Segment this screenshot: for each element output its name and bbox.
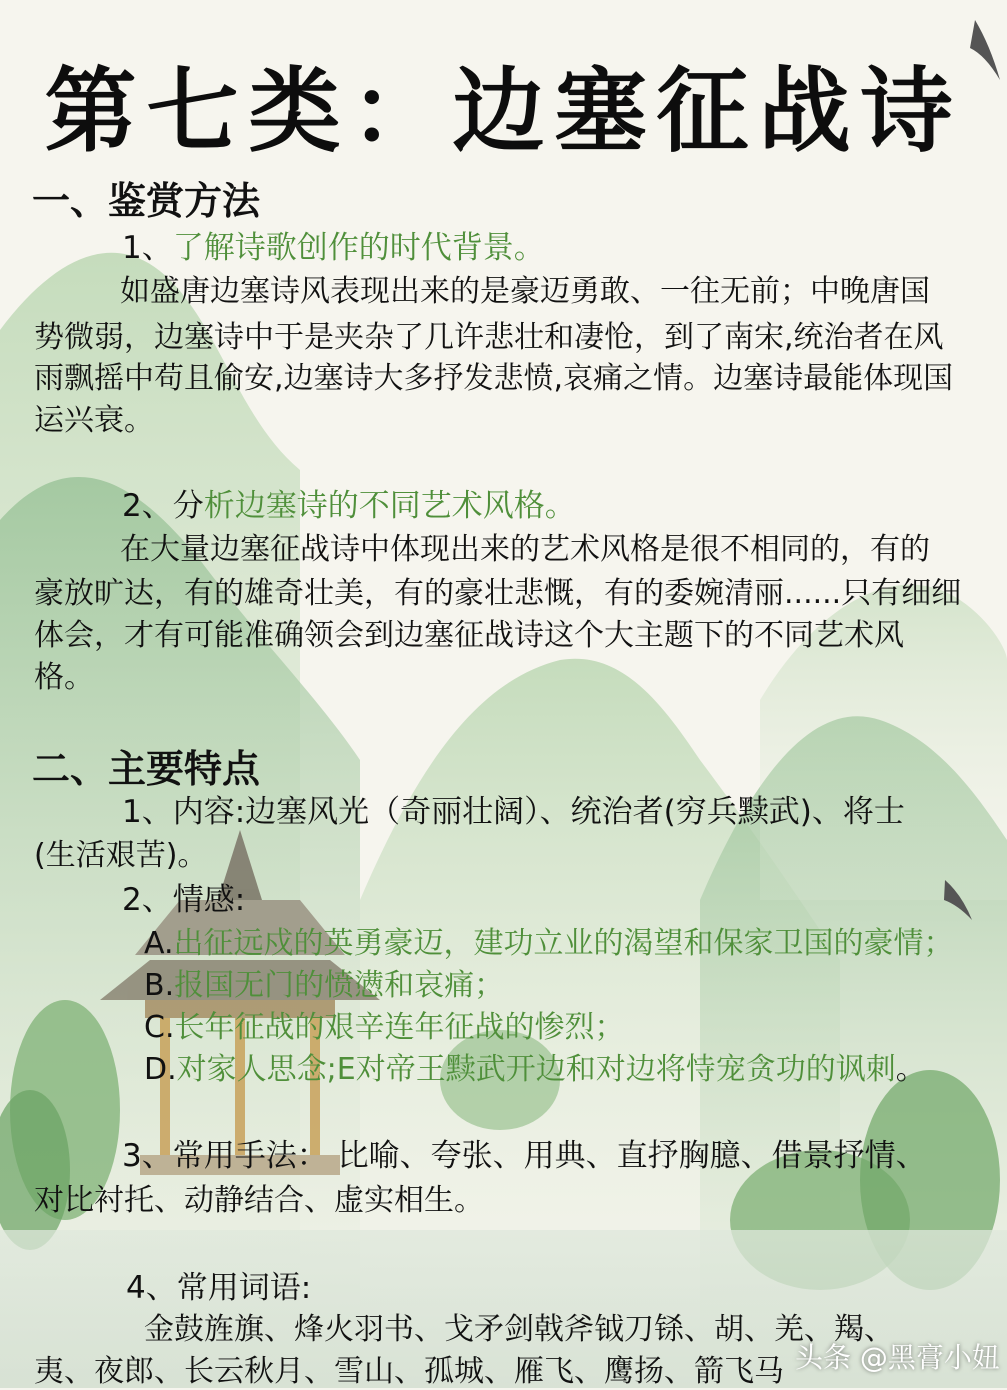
emotion-d-letter: D. — [144, 1052, 177, 1087]
emotion-c-letter: C. — [144, 1010, 175, 1045]
emotion-c-text: 长年征战的艰辛连年征战的惨烈； — [174, 1010, 625, 1045]
emotion-a-letter: A. — [144, 926, 174, 961]
emotion-c — [144, 1002, 624, 1046]
method-1-heading — [122, 222, 545, 267]
words-line-2: 夷、夜郎、长云秋月、雪山、孤城、雁飞、鹰扬、箭飞马 — [34, 1354, 784, 1389]
page-title: 第七类：边塞征战诗 — [44, 57, 963, 165]
emotion-b — [144, 960, 504, 1004]
emotion-b-letter: B. — [144, 968, 175, 1003]
emotion-heading: 2、情感: — [122, 882, 246, 918]
method-1-label: 了解诗歌创作的时代背景。 — [172, 230, 545, 266]
words-heading: 4、常用词语: — [126, 1270, 312, 1306]
method-1-line-4: 运兴衰。 — [34, 403, 154, 438]
words-line-1: 金鼓旌旗、烽火羽书、戈矛剑戟斧钺刀铩、胡、羌、羯、 — [144, 1312, 894, 1347]
emotion-d-text: 对家人思念;E对帝王黩武开边和对边将恃宠贪功的讽刺 — [176, 1052, 896, 1087]
method-2-heading — [122, 480, 576, 525]
emotion-a — [144, 918, 954, 962]
method-2-line-2: 豪放旷达，有的雄奇壮美，有的豪壮悲慨，有的委婉清丽......只有细细 — [34, 576, 962, 611]
section-heading-appreciation: 一、鉴赏方法 — [32, 179, 261, 223]
method-2-line-3: 体会，才有可能准确领会到边塞征战诗这个大主题下的不同艺术风 — [34, 618, 904, 653]
source-watermark: 头条 @黑膏小妞 — [795, 1341, 1000, 1374]
content-line-1: 1、内容:边塞风光（奇丽壮阔）、统治者(穷兵黩武)、将士 — [122, 794, 905, 830]
emotion-d — [144, 1044, 926, 1088]
emotion-d-end: 。 — [895, 1052, 926, 1087]
method-2-line-4: 格。 — [34, 660, 94, 695]
emotion-a-text: 出征远戍的英勇豪迈，建功立业的渴望和保家卫国的豪情； — [173, 926, 954, 961]
emotion-b-text: 报国无门的愤懑和哀痛； — [174, 968, 505, 1003]
techniques-line-1: 3、常用手法： 比喻、夸张、用典、直抒胸臆、借景抒情、 — [122, 1138, 927, 1174]
content-line-2: (生活艰苦)。 — [34, 838, 208, 873]
section-heading-features: 二、主要特点 — [32, 747, 261, 791]
method-2-label: 析边塞诗的不同艺术风格。 — [203, 488, 576, 524]
techniques-line-2: 对比衬托、动静结合、虚实相生。 — [34, 1183, 484, 1218]
method-1-line-2: 势微弱，边塞诗中于是夹杂了几许悲壮和凄怆，到了南宋,统治者在风 — [34, 320, 944, 355]
method-2-number: 2、分 — [122, 488, 204, 524]
method-2-line-1: 在大量边塞征战诗中体现出来的艺术风格是很不相同的，有的 — [120, 532, 930, 567]
method-1-number: 1、 — [122, 230, 173, 266]
method-1-line-1: 如盛唐边塞诗风表现出来的是豪迈勇敢、一往无前；中晚唐国 — [120, 274, 930, 309]
method-1-line-3: 雨飘摇中苟且偷安,边塞诗大多抒发悲愤,哀痛之情。边塞诗最能体现国 — [34, 361, 954, 396]
